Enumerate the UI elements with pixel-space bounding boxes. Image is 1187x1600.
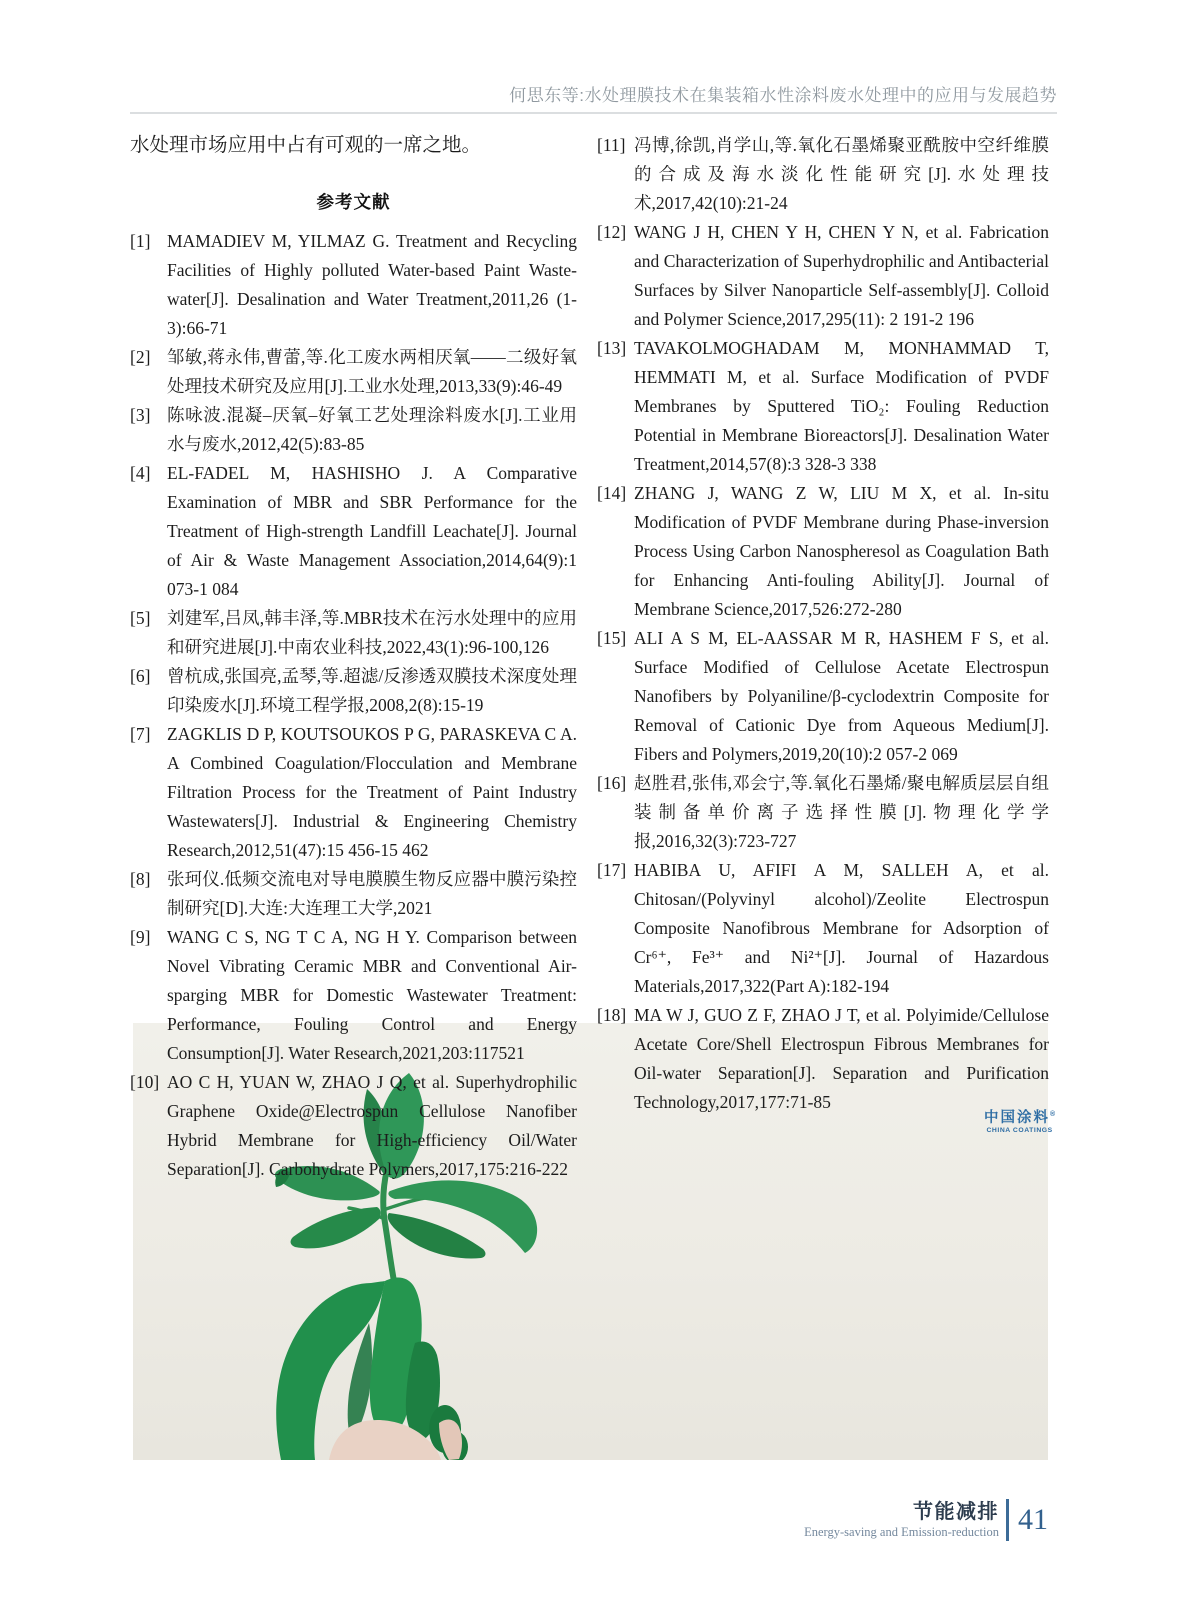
running-head: 何思东等:水处理膜技术在集装箱水性涂料废水处理中的应用与发展趋势: [509, 86, 1057, 105]
reference-text: HABIBA U, AFIFI A M, SALLEH A, et al. Chitosan/(Polyvinyl alcohol)/Zeolite Electrospun Composite Nanofibrous Membrane for Adsorption of Cr⁶⁺, Fe³⁺ and Ni²⁺[J]. Journal of Hazardous Materials,2017,322(Part A):182-194: [634, 860, 1049, 996]
footer-section-titles: [804, 1501, 999, 1540]
logo-en-text: CHINA COATINGS: [986, 1126, 1053, 1134]
reference-text: 赵胜君,张伟,邓会宁,等.氧化石墨烯/聚电解质层层自组装制备单价离子选择性膜[J].物理化学学报,2016,32(3):723-727: [634, 773, 1049, 851]
reference-text: 曾杭成,张国亮,孟琴,等.超滤/反渗透双膜技术深度处理印染废水[J].环境工程学报,2008,2(8):15-19: [167, 666, 577, 715]
reference-item: [130, 1068, 577, 1184]
reference-number: [7]: [130, 724, 151, 744]
reference-item: [130, 604, 577, 662]
footer-section-title-en: Energy-saving and Emission-reduction: [804, 1524, 999, 1539]
logo-cn-line: [984, 1111, 1055, 1126]
reference-item: [130, 343, 577, 401]
reference-item: [597, 856, 1049, 1001]
reference-number: [4]: [130, 463, 151, 483]
reference-text: 陈咏波.混凝–厌氧–好氧工艺处理涂料废水[J].工业用水与废水,2012,42(5):83-85: [167, 405, 577, 454]
reference-text: ZAGKLIS D P, KOUTSOUKOS P G, PARASKEVA C A. A Combined Coagulation/Flocculation and Membrane Filtration Process for the Treatment of Paint Industry Wastewaters[J]. Industrial & Engineering Chemistry Research,2012,51(47):15 456-15 462: [167, 724, 577, 860]
reference-text: AO C H, YUAN W, ZHAO J Q, et al. Superhydrophilic Graphene Oxide@Electrospun Cellulose Nanofiber Hybrid Membrane for High-efficiency Oil/Water Separation[J]. Carbohydrate Polymers,2017,175:216-222: [167, 1072, 577, 1179]
reference-item: [130, 662, 577, 720]
reference-number: [18]: [597, 1005, 627, 1025]
header-divider: [130, 112, 1057, 114]
reference-item: [130, 720, 577, 865]
footer-section-title-cn: 节能减排: [913, 1500, 999, 1523]
reference-item: [597, 218, 1049, 334]
reference-number: [15]: [597, 628, 627, 648]
reference-text: 张珂仪.低频交流电对导电膜膜生物反应器中膜污染控制研究[D].大连:大连理工大学,2021: [167, 869, 577, 918]
reference-number: [16]: [597, 773, 627, 793]
reference-text: 刘建军,吕凤,韩丰泽,等.MBR技术在污水处理中的应用和研究进展[J].中南农业科技,2022,43(1):96-100,126: [167, 608, 577, 657]
reference-item: [597, 624, 1049, 769]
reference-item: [130, 401, 577, 459]
right-column: [597, 131, 1049, 1117]
reference-number: [9]: [130, 927, 151, 947]
reference-item: [130, 227, 577, 343]
reference-number: [2]: [130, 347, 151, 367]
reference-text: WANG J H, CHEN Y H, CHEN Y N, et al. Fabrication and Characterization of Superhydrophilic and Antibacterial Surfaces by Silver Nanoparticle Self-assembly[J]. Colloid and Polymer Science,2017,295(11): 2 191-2 196: [634, 222, 1049, 329]
reference-number: [1]: [130, 231, 151, 251]
reference-text: 邹敏,蒋永伟,曹蕾,等.化工废水两相厌氧——二级好氧处理技术研究及应用[J].工业水处理,2013,33(9):46-49: [167, 347, 577, 396]
reference-text: EL-FADEL M, HASHISHO J. A Comparative Examination of MBR and SBR Performance for the Treatment of High-strength Landfill Leachate[J]. Journal of Air & Waste Management Association,2014,64(9):1 073-1 084: [167, 463, 577, 599]
reference-text: ZHANG J, WANG Z W, LIU M X, et al. In-situ Modification of PVDF Membrane during Phase-inversion Process Using Carbon Nanospheresol as Coagulation Bath for Enhancing Anti-fouling Ability[J]. Journal of Membrane Science,2017,526:272-280: [634, 483, 1049, 619]
reference-text: ALI A S M, EL-AASSAR M R, HASHEM F S, et al. Surface Modified of Cellulose Acetate Electrospun Nanofibers by Polyaniline/β-cyclodextrin Composite for Removal of Cationic Dye from Aqueous Medium[J]. Fibers and Polymers,2019,20(10):2 057-2 069: [634, 628, 1049, 764]
page-number: 41: [1018, 1503, 1048, 1536]
reference-number: [17]: [597, 860, 627, 880]
reference-number: [14]: [597, 483, 627, 503]
reference-text: TAVAKOLMOGHADAM M, MONHAMMAD T, HEMMATI M, et al. Surface Modification of PVDF Membranes by Sputtered TiO₂: Fouling Reduction Potential in Membrane Bioreactors[J]. Desalination Water Treatment,2014,57(8):3 328-3 338: [634, 338, 1049, 474]
reference-number: [6]: [130, 666, 151, 686]
reference-item: [597, 334, 1049, 479]
reference-text: MAMADIEV M, YILMAZ G. Treatment and Recycling Facilities of Highly polluted Water-based Paint Waste-water[J]. Desalination and Water Treatment,2011,26 (1-3):66-71: [167, 231, 577, 338]
references-list-right: [597, 131, 1049, 1117]
reference-item: [130, 865, 577, 923]
reference-text: MA W J, GUO Z F, ZHAO J T, et al. Polyimide/Cellulose Acetate Core/Shell Electrospun Fibrous Membranes for Oil-water Separation[J]. Separation and Purification Technology,2017,177:71-85: [634, 1005, 1049, 1112]
reference-item: [130, 459, 577, 604]
reference-item: [597, 479, 1049, 624]
reference-item: [597, 131, 1049, 218]
left-column: [130, 131, 577, 1184]
registered-mark: ®: [1050, 1111, 1056, 1119]
reference-number: [5]: [130, 608, 151, 628]
reference-item: [597, 769, 1049, 856]
china-coatings-logo: [984, 1111, 1055, 1134]
page-footer: [804, 1499, 1048, 1541]
references-heading: 参考文献: [316, 192, 391, 212]
reference-text: 冯博,徐凯,肖学山,等.氧化石墨烯聚亚酰胺中空纤维膜的合成及海水淡化性能研究[J].水处理技术,2017,42(10):21-24: [634, 135, 1049, 213]
reference-number: [11]: [597, 135, 626, 155]
reference-item: [130, 923, 577, 1068]
reference-number: [12]: [597, 222, 627, 242]
closing-paragraph: 水处理市场应用中占有可观的一席之地。: [130, 135, 482, 156]
reference-number: [8]: [130, 869, 151, 889]
footer-divider-bar: [1006, 1499, 1009, 1541]
reference-item: [597, 1001, 1049, 1117]
reference-text: WANG C S, NG T C A, NG H Y. Comparison between Novel Vibrating Ceramic MBR and Conventional Air-sparging MBR for Domestic Wastewater Treatment: Performance, Fouling Control and Energy Consumption[J]. Water Research,2021,203:117521: [167, 927, 577, 1063]
reference-number: [10]: [130, 1072, 160, 1092]
logo-cn-text: 中国涂料: [984, 1110, 1050, 1126]
reference-number: [13]: [597, 338, 627, 358]
references-list-left: [130, 227, 577, 1184]
reference-number: [3]: [130, 405, 151, 425]
